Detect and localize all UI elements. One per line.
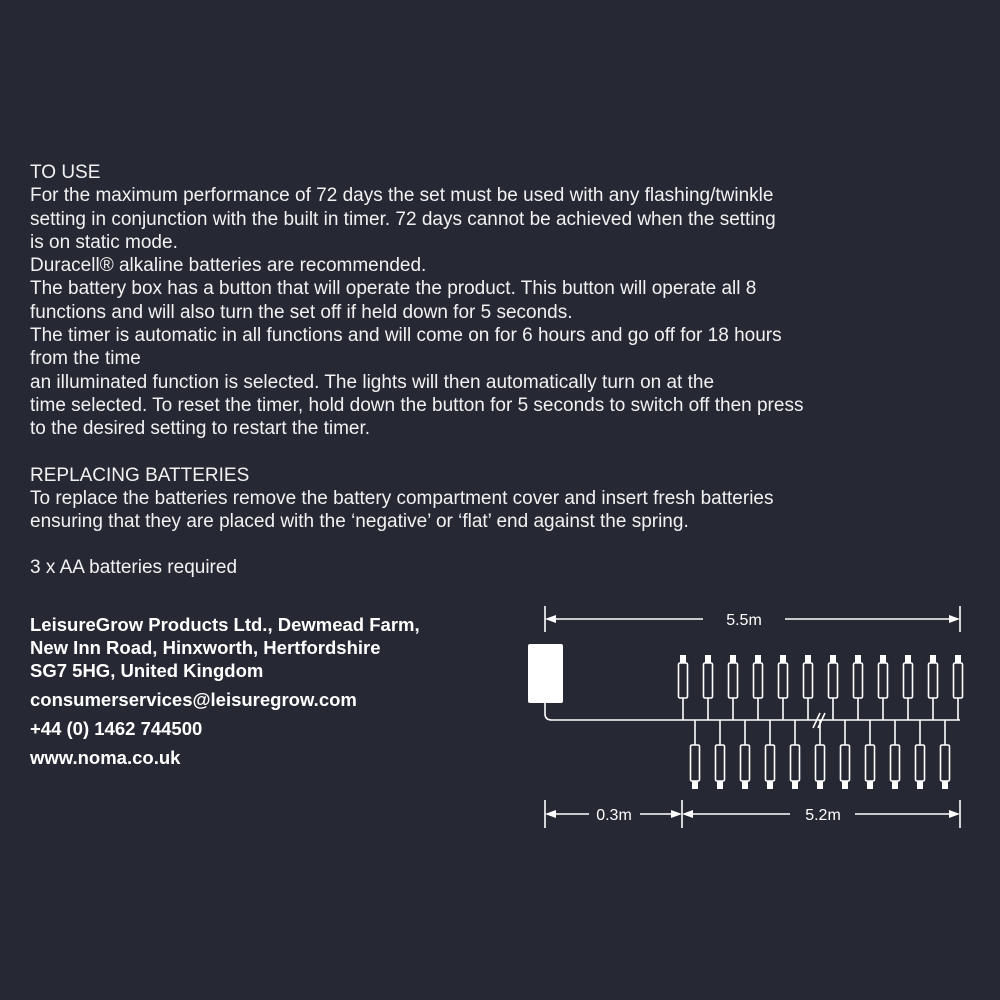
lit-length-label: 5.2m <box>805 807 841 824</box>
bulb-icon <box>741 720 750 789</box>
contact-website: www.noma.co.uk <box>30 747 181 768</box>
arrow-head <box>682 810 693 818</box>
lower-bulb-group <box>691 720 950 789</box>
instruction-line: time selected. To reset the timer, hold down the button for 5 seconds to switch off then press <box>30 394 804 416</box>
bulb-icon <box>954 655 963 720</box>
bulb-icon <box>854 655 863 720</box>
bulb-icon <box>866 720 875 789</box>
bulb-icon <box>754 655 763 720</box>
contact-phone: +44 (0) 1462 744500 <box>30 718 203 739</box>
bulb-icon <box>891 720 900 789</box>
bulb-icon <box>691 720 700 789</box>
instruction-line: from the time <box>30 348 141 370</box>
instruction-line: The battery box has a button that will operate the product. This button will operate all 8 <box>30 278 757 300</box>
instruction-line: For the maximum performance of 72 days the set must be used with any flashing/twinkle <box>30 185 774 207</box>
battery-box-icon <box>528 644 563 703</box>
instruction-line: an illuminated function is selected. The lights will then automatically turn on at the <box>30 371 715 393</box>
bulb-icon <box>841 720 850 789</box>
bulb-icon <box>879 655 888 720</box>
battery-requirement: 3 x AA batteries required <box>30 557 238 579</box>
bulb-icon <box>904 655 913 720</box>
arrow-head <box>545 810 556 818</box>
main-wire <box>545 714 960 720</box>
arrow-head <box>671 810 682 818</box>
address-line: SG7 5HG, United Kingdom <box>30 660 264 681</box>
instruction-line: to the desired setting to restart the timer. <box>30 418 371 440</box>
arrow-head <box>949 615 960 623</box>
bulb-icon <box>766 720 775 789</box>
instruction-line: is on static mode. <box>30 231 178 253</box>
instruction-line: functions and will also turn the set off if held down for 5 seconds. <box>30 301 573 323</box>
bulb-icon <box>941 720 950 789</box>
bulb-icon <box>929 655 938 720</box>
bulb-icon <box>716 720 725 789</box>
bulb-icon <box>791 720 800 789</box>
bulb-icon <box>816 720 825 789</box>
upper-bulb-group <box>679 655 963 720</box>
total-length-label: 5.5m <box>726 612 762 629</box>
instruction-line: The timer is automatic in all functions and will come on for 6 hours and go off for 18 hours <box>30 325 782 347</box>
replacing-batteries-heading: REPLACING BATTERIES <box>30 464 250 486</box>
bulb-icon <box>829 655 838 720</box>
instruction-line: Duracell® alkaline batteries are recommended. <box>30 255 427 277</box>
address-line: LeisureGrow Products Ltd., Dewmead Farm, <box>30 614 420 635</box>
instruction-line: To replace the batteries remove the battery compartment cover and insert fresh batteries <box>30 487 774 509</box>
address-line: New Inn Road, Hinxworth, Hertfordshire <box>30 637 381 658</box>
bulb-icon <box>679 655 688 720</box>
lead-length-label: 0.3m <box>596 807 632 824</box>
bulb-icon <box>916 720 925 789</box>
bulb-icon <box>729 655 738 720</box>
arrow-head <box>949 810 960 818</box>
instruction-line: setting in conjunction with the built in timer. 72 days cannot be achieved when the setting <box>30 208 776 230</box>
bulb-icon <box>804 655 813 720</box>
instruction-line: ensuring that they are placed with the ‘negative’ or ‘flat’ end against the spring. <box>30 511 689 533</box>
bulb-icon <box>704 655 713 720</box>
arrow-head <box>545 615 556 623</box>
to-use-heading: TO USE <box>30 162 101 183</box>
contact-email: consumerservices@leisuregrow.com <box>30 689 357 710</box>
bulb-icon <box>779 655 788 720</box>
